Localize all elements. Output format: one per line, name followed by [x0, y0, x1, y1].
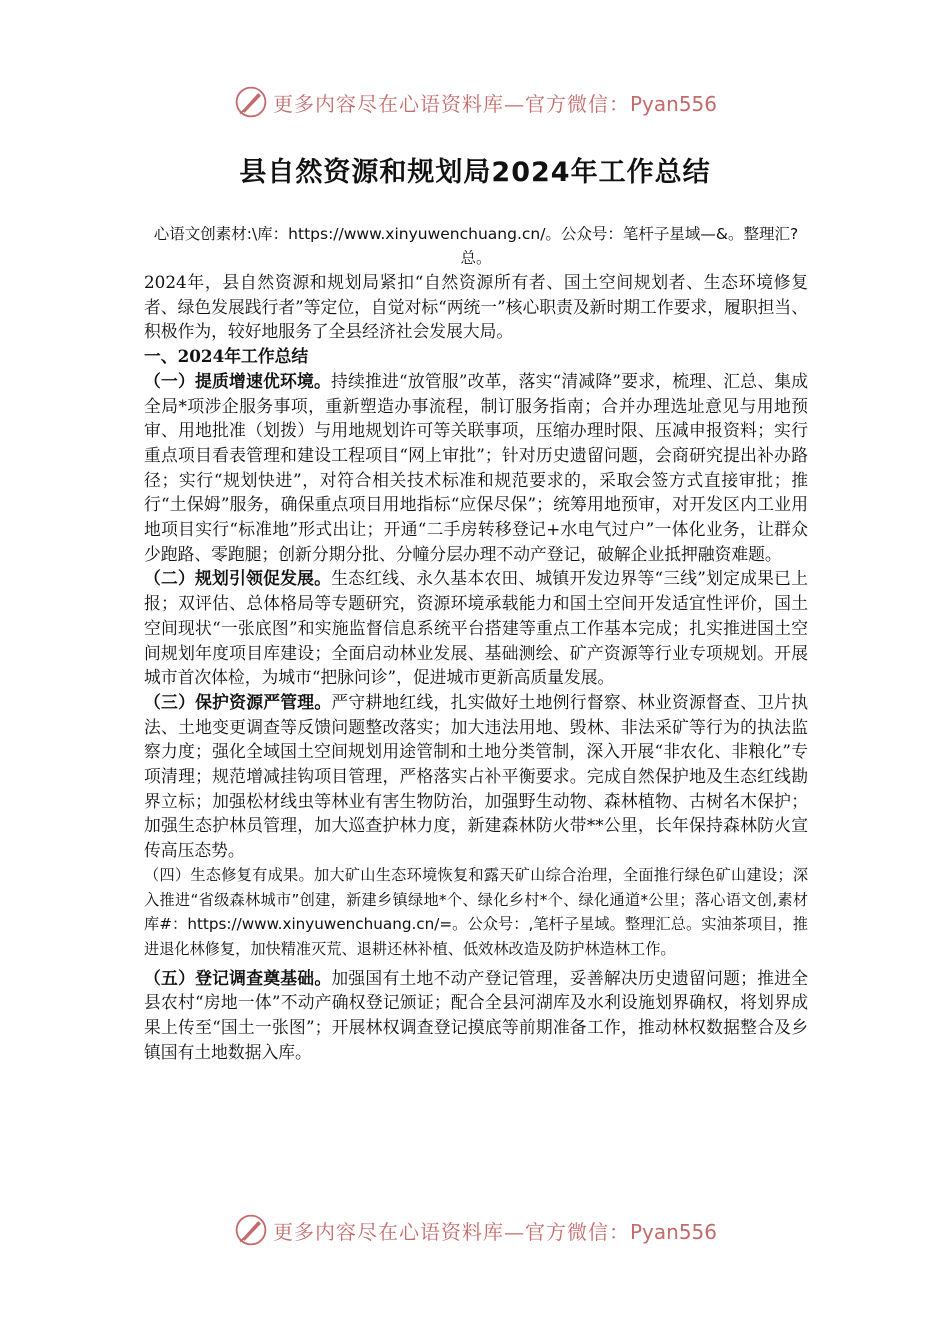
- item-lead: （五）登记调查奠基础。: [144, 967, 332, 988]
- intro-paragraph: 2024年，县自然资源和规划局紧扣“自然资源所有者、国土空间规划者、生态环境修复者、绿色发展践行者”等定位，自觉对标“两统一”核心职责及新时期工作要求，履职担当、积极作为，较好地服务了全县经济社会发展大局。: [144, 272, 808, 342]
- item-paragraph-1: [144, 369, 808, 567]
- banner-text: [273, 88, 717, 117]
- item-body: 加大矿山生态环境恢复和露天矿山综合治理，全面推行绿色矿山建设；深入推进“省级森林城市”创建，新建乡镇绿地*个、绿化乡村*个、绿化通道*公里；落心语文创,素材库#：https://www.xinyuwenchuang.cn/=。公众号：,笔杆子星域。整理汇总。实油茶项目，推进退化林修复，加快精准灭荒、退耕还林补植、低效林改造及防护林造林工作。: [144, 865, 809, 958]
- quill-logo-icon: [233, 1212, 269, 1248]
- item-paragraph-4: [144, 863, 808, 962]
- item-lead: （三）保护资源严管理。: [144, 691, 332, 712]
- item-body: 加强国有土地不动产登记管理，妥善解决历史遗留问题；推进全县农村“房地一体”不动产确权登记颁证；配合全县河湖库及水利设施划界确权，将划界成果上传至“国土一张图”；开展林权调查登记摸底等前期准备工作，推动林权数据整合及乡镇国有土地数据入库。: [144, 967, 808, 1062]
- item-lead: （四）生态修复有成果。: [144, 865, 314, 884]
- banner-label: 更多内容尽在心语资料库—官方微信：: [272, 91, 630, 116]
- document-title: 县自然资源和规划局2024年工作总结: [239, 157, 711, 188]
- section-heading: 一、2024年工作总结: [144, 346, 309, 367]
- item-paragraph-2: [144, 566, 808, 690]
- item-lead: （一）提质增速优环境。: [144, 370, 332, 391]
- banner-text: [273, 1216, 717, 1245]
- quill-logo-icon: [233, 84, 269, 120]
- item-lead: （二）规划引领促发展。: [144, 568, 332, 589]
- bottom-banner: [0, 1208, 950, 1252]
- banner-wechat-id: Pyan556: [629, 1219, 717, 1244]
- item-paragraph-3: [144, 690, 808, 863]
- top-banner: [0, 80, 950, 124]
- banner-label: 更多内容尽在心语资料库—官方微信：: [272, 1219, 630, 1244]
- item-body: 生态红线、永久基本农田、城镇开发边界等“三线”划定成果已上报；双评估、总体格局等专题研究，资源环境承载能力和国土空间开发适宜性评价，国土空间现状“一张底图”和实施监督信息系统平台搭建等重点工作基本完成；扎实推进国土空间规划年度项目库建设；全面启动林业发展、基础测绘、矿产资源等行业专项规划。开展城市首次体检，为城市“把脉问诊”，促进城市更新高质量发展。: [144, 568, 808, 688]
- banner-wechat-id: Pyan556: [629, 91, 717, 116]
- item-body: 持续推进“放管服”改革，落实“清减降”要求，梳理、汇总、集成全局*项涉企服务事项，重新塑造办事流程，制订服务指南；合并办理选址意见与用地预审、用地批准（划拨）与用地规划许可等关联事项，压缩办理时限、压减申报资料；实行重点项目看表管理和建设工程项目“网上审批”；针对历史遗留问题，会商研究提出补办路径；实行“规划快进”，对符合相关技术标准和规范要求的，采取会签方式直接审批；推行“土保姆”服务，确保重点项目用地指标“应保尽保”；统筹用地预审，对开发区内工业用地项目实行“标准地”形式出让；开通“二手房转移登记+水电气过户”一体化业务，让群众少跑路、零跑腿；创新分期分批、分幢分层办理不动产登记，破解企业抵押融资难题。: [144, 370, 808, 564]
- document-body: [144, 222, 808, 1065]
- item-paragraph-5: [144, 966, 808, 1065]
- item-body: 严守耕地红线，扎实做好土地例行督察、林业资源督查、卫片执法、土地变更调查等反馈问题整改落实；加大违法用地、毁林、非法采矿等行为的执法监察力度；强化全域国土空间规划用途管制和土地分类管制，深入开展“非农化、非粮化”专项清理；规范增减挂钩项目管理，严格落实占补平衡要求。完成自然保护地及生态红线勘界立标；加强松材线虫等林业有害生物防治，加强野生动物、森林植物、古树名木保护；加强生态护林员管理，加大巡查护林力度，新建森林防火带**公里，长年保持森林防火宣传高压态势。: [144, 691, 808, 861]
- source-note: 心语文创素材:\库：https://www.xinyuwenchuang.cn/。公众号：笔杆子星域—&。整理汇?总。: [153, 225, 799, 267]
